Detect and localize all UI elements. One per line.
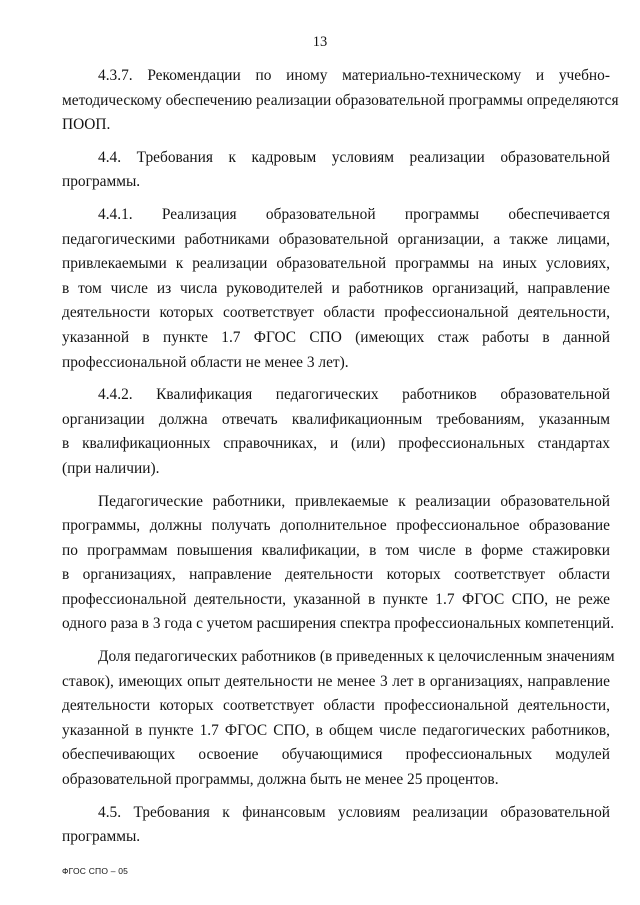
text-line: (при наличии). xyxy=(62,459,160,477)
text-line: обеспечивающих освоение обучающимися профессиональных модулей xyxy=(62,746,610,764)
footer-label: ФГОС СПО – 05 xyxy=(62,866,129,876)
text-line: в том числе из числа руководителей и работников организаций, направление xyxy=(62,279,610,297)
text-line: программы, должны получать дополнительное профессиональное образование xyxy=(62,517,610,535)
text-line: Педагогические работники, привлекаемые к реализации образовательной xyxy=(98,492,610,510)
text-line: одного раза в 3 года с учетом расширения спектра профессиональных компетенций. xyxy=(62,615,615,633)
text-line: по программам повышения квалификации, в том числе в форме стажировки xyxy=(62,541,610,559)
paragraph xyxy=(62,64,619,138)
text-line: в квалификационных справочниках, и (или) профессиональных стандартах xyxy=(62,435,610,453)
text-line: 4.4. Требования к кадровым условиям реализации образовательной xyxy=(98,148,610,166)
text-line: педагогическими работниками образовательной организации, а также лицами, xyxy=(62,230,610,248)
text-line: 4.5. Требования к финансовым условиям реализации образовательной xyxy=(98,803,610,821)
page-number: 13 xyxy=(312,34,328,50)
text-line: Доля педагогических работников (в приведенных к целочисленным значениям xyxy=(98,648,615,666)
text-line: привлекаемыми к реализации образовательной программы на иных условиях, xyxy=(62,255,610,273)
text-line: указанной в пункте 1.7 ФГОС СПО (имеющих стаж работы в данной xyxy=(62,328,610,346)
text-line: организации должна отвечать квалификационным требованиям, указанным xyxy=(62,410,610,428)
text-line: методическому обеспечению реализации образовательной программы определяются xyxy=(62,91,619,109)
document-body xyxy=(62,64,619,858)
text-line: программы. xyxy=(62,828,141,846)
paragraph xyxy=(62,383,610,481)
text-line: в организациях, направление деятельности которых соответствует области xyxy=(62,566,610,584)
text-line: деятельности которых соответствует области профессиональной деятельности, xyxy=(62,697,610,715)
paragraph xyxy=(62,490,615,638)
text-line: профессиональной деятельности, указанной в пункте 1.7 ФГОС СПО, не реже xyxy=(62,590,610,608)
text-line: профессиональной области не менее 3 лет). xyxy=(62,353,349,371)
text-line: указанной в пункте 1.7 ФГОС СПО, в общем числе педагогических работников, xyxy=(62,721,610,739)
paragraph xyxy=(62,203,610,375)
text-line: образовательной программы, должна быть не менее 25 процентов. xyxy=(62,771,499,789)
paragraph xyxy=(62,645,615,793)
text-line: 4.4.2. Квалификация педагогических работников образовательной xyxy=(98,386,610,404)
text-line: 4.4.1. Реализация образовательной программы обеспечивается xyxy=(98,205,610,223)
text-line: ставок), имеющих опыт деятельности не менее 3 лет в организациях, направление xyxy=(62,672,610,690)
text-line: 4.3.7. Рекомендации по иному материально-техническому и учебно- xyxy=(98,67,610,84)
paragraph xyxy=(62,146,610,195)
text-line: деятельности которых соответствует области профессиональной деятельности, xyxy=(62,304,610,322)
paragraph xyxy=(62,801,610,850)
text-line: программы. xyxy=(62,173,141,191)
text-line: ПООП. xyxy=(62,116,111,134)
